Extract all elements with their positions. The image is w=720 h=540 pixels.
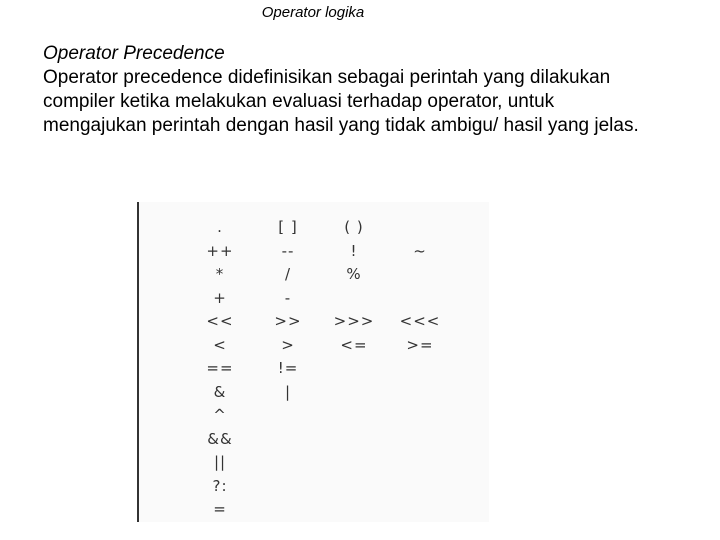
operator-cell: ^	[213, 406, 227, 424]
precedence-row	[137, 404, 489, 427]
slide-title: Operator logika	[261, 4, 365, 21]
operator-cell: ?:	[212, 476, 228, 495]
content-block	[43, 42, 643, 138]
precedence-row	[137, 498, 489, 521]
precedence-row	[137, 475, 489, 498]
operator-cell: >>	[274, 312, 302, 330]
operator-cell: ==	[206, 359, 234, 377]
section-heading: Operator Precedence	[43, 43, 225, 64]
precedence-row	[137, 357, 489, 380]
operator-cell: !=	[277, 359, 299, 377]
operator-cell: /	[284, 265, 292, 283]
precedence-row	[137, 334, 489, 357]
operator-cell: >>>	[333, 312, 375, 330]
precedence-row	[137, 240, 489, 263]
operator-cell: ||	[213, 453, 227, 471]
precedence-row	[137, 381, 489, 404]
operator-cell: [ ]	[278, 218, 298, 236]
operator-cell: >	[281, 335, 295, 354]
operator-cell: <	[213, 335, 227, 354]
precedence-row	[137, 451, 489, 474]
precedence-table-image	[137, 202, 489, 522]
precedence-row	[137, 310, 489, 333]
operator-cell: ( )	[344, 218, 364, 236]
operator-cell: >=	[406, 335, 434, 354]
operator-cell: =	[213, 500, 227, 518]
precedence-row	[137, 287, 489, 310]
operator-cell: -	[284, 288, 292, 307]
operator-cell: +	[213, 288, 227, 307]
operator-cell: --	[281, 241, 295, 260]
precedence-row	[137, 428, 489, 451]
precedence-row	[137, 216, 489, 239]
operator-cell: ~	[413, 241, 427, 260]
precedence-row	[137, 263, 489, 286]
operator-cell: &&	[207, 429, 233, 448]
operator-cell: %	[346, 265, 362, 283]
operator-cell: ++	[206, 241, 234, 260]
operator-cell: <<	[206, 312, 234, 330]
operator-cell: <=	[340, 335, 368, 354]
operator-cell: !	[350, 241, 358, 260]
operator-cell: *	[215, 265, 225, 283]
operator-cell: |	[284, 382, 292, 401]
operator-cell: <<<	[399, 312, 441, 330]
operator-cell: &	[213, 382, 227, 401]
section-body: Operator precedence didefinisikan sebagai perintah yang dilakukan compiler ketika melakukan evaluasi terhadap operator, untuk mengajukan perintah dengan hasil yang tidak ambigu/ hasil yang jelas.	[43, 67, 639, 136]
operator-cell: .	[217, 218, 223, 236]
